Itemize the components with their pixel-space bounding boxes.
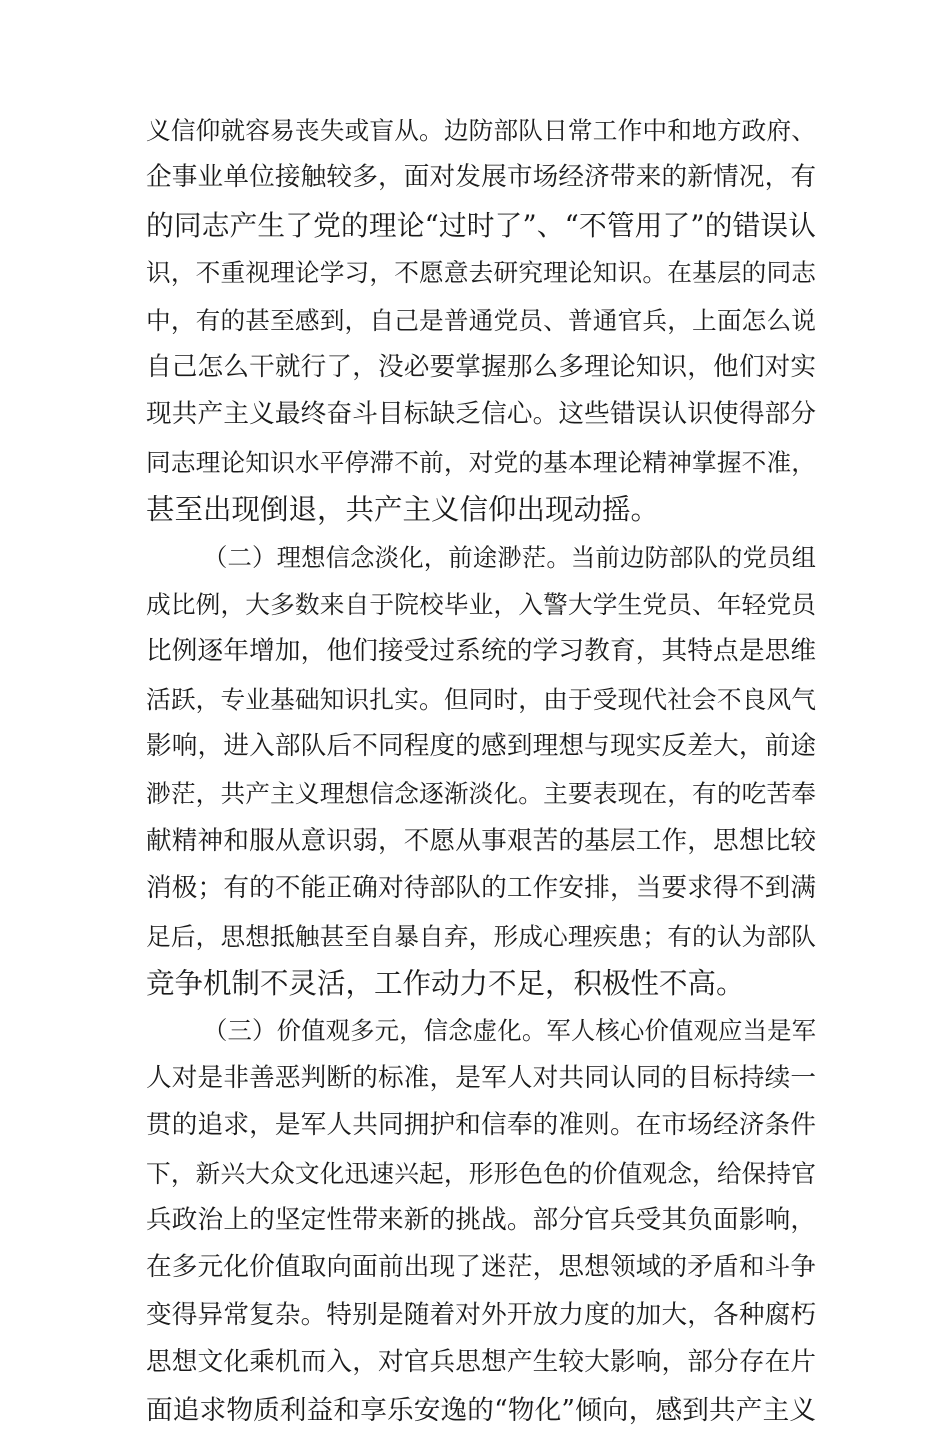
text-line: 企事业单位接触较多，面对发展市场经济带来的新情况，有 <box>146 162 816 193</box>
text-line: 兵政治上的坚定性带来新的挑战。部分官兵受其负面影响， <box>146 1204 816 1235</box>
text-line: 活跃，专业基础知识扎实。但同时，由于受现代社会不良风气 <box>146 684 816 714</box>
text-line: 在多元化价值取向面前出现了迷茫，思想领域的矛盾和斗争 <box>146 1252 816 1283</box>
text-line: 同志理论知识水平停滞不前，对党的基本理论精神掌握不准， <box>146 447 816 477</box>
text-line: 思想文化乘机而入，对官兵思想产生较大影响，部分存在片 <box>146 1347 816 1378</box>
paragraph-first-line: （三）价值观多元，信念虚化。军人核心价值观应当是军 <box>203 1016 816 1046</box>
text-line: 比例逐年增加，他们接受过系统的学习教育，其特点是思维 <box>146 636 816 667</box>
text-line: 下，新兴大众文化迅速兴起，形形色色的价值观念，给保持官 <box>146 1158 816 1188</box>
text-line: 甚至出现倒退，共产主义信仰出现动摇。 <box>146 493 660 527</box>
text-line: 面追求物质利益和享乐安逸的“物化”倾向，感到共产主义 <box>146 1394 816 1426</box>
text-line: 消极；有的不能正确对待部队的工作安排，当要求得不到满 <box>146 873 816 904</box>
text-line: 竞争机制不灵活，工作动力不足，积极性不高。 <box>146 967 745 1001</box>
text-line: 足后，思想抵触甚至自暴自弃，形成心理疾患；有的认为部队 <box>146 921 816 951</box>
text-line: 变得异常复杂。特别是随着对外开放力度的加大，各种腐朽 <box>146 1299 816 1330</box>
text-line: 现共产主义最终奋斗目标缺乏信心。这些错误认识使得部分 <box>146 399 816 430</box>
text-line: 渺茫，共产主义理想信念逐渐淡化。主要表现在，有的吃苦奉 <box>146 779 816 809</box>
text-line: 献精神和服从意识弱，不愿从事艰苦的基层工作，思想比较 <box>146 825 816 856</box>
text-line: 贯的追求，是军人共同拥护和信奉的准则。在市场经济条件 <box>146 1110 816 1141</box>
text-line: 成比例，大多数来自于院校毕业，入警大学生党员、年轻党员 <box>146 589 816 619</box>
text-line: 识，不重视理论学习，不愿意去研究理论知识。在基层的同志 <box>146 258 816 288</box>
paragraph-first-line: （二）理想信念淡化，前途渺茫。当前边防部队的党员组 <box>203 542 816 572</box>
text-line: 的同志产生了党的理论“过时了”、“不管用了”的错误认 <box>146 208 816 242</box>
body-text <box>146 107 816 1434</box>
text-line: 人对是非善恶判断的标准，是军人对共同认同的目标持续一 <box>146 1062 816 1093</box>
text-line: 影响，进入部队后不同程度的感到理想与现实反差大，前途 <box>146 731 816 762</box>
text-line: 自己怎么干就行了，没必要掌握那么多理论知识，他们对实 <box>146 351 816 382</box>
text-line: 义信仰就容易丧失或盲从。边防部队日常工作中和地方政府、 <box>146 116 816 145</box>
text-line: 中，有的甚至感到，自己是普通党员、普通官兵，上面怎么说 <box>146 305 816 335</box>
